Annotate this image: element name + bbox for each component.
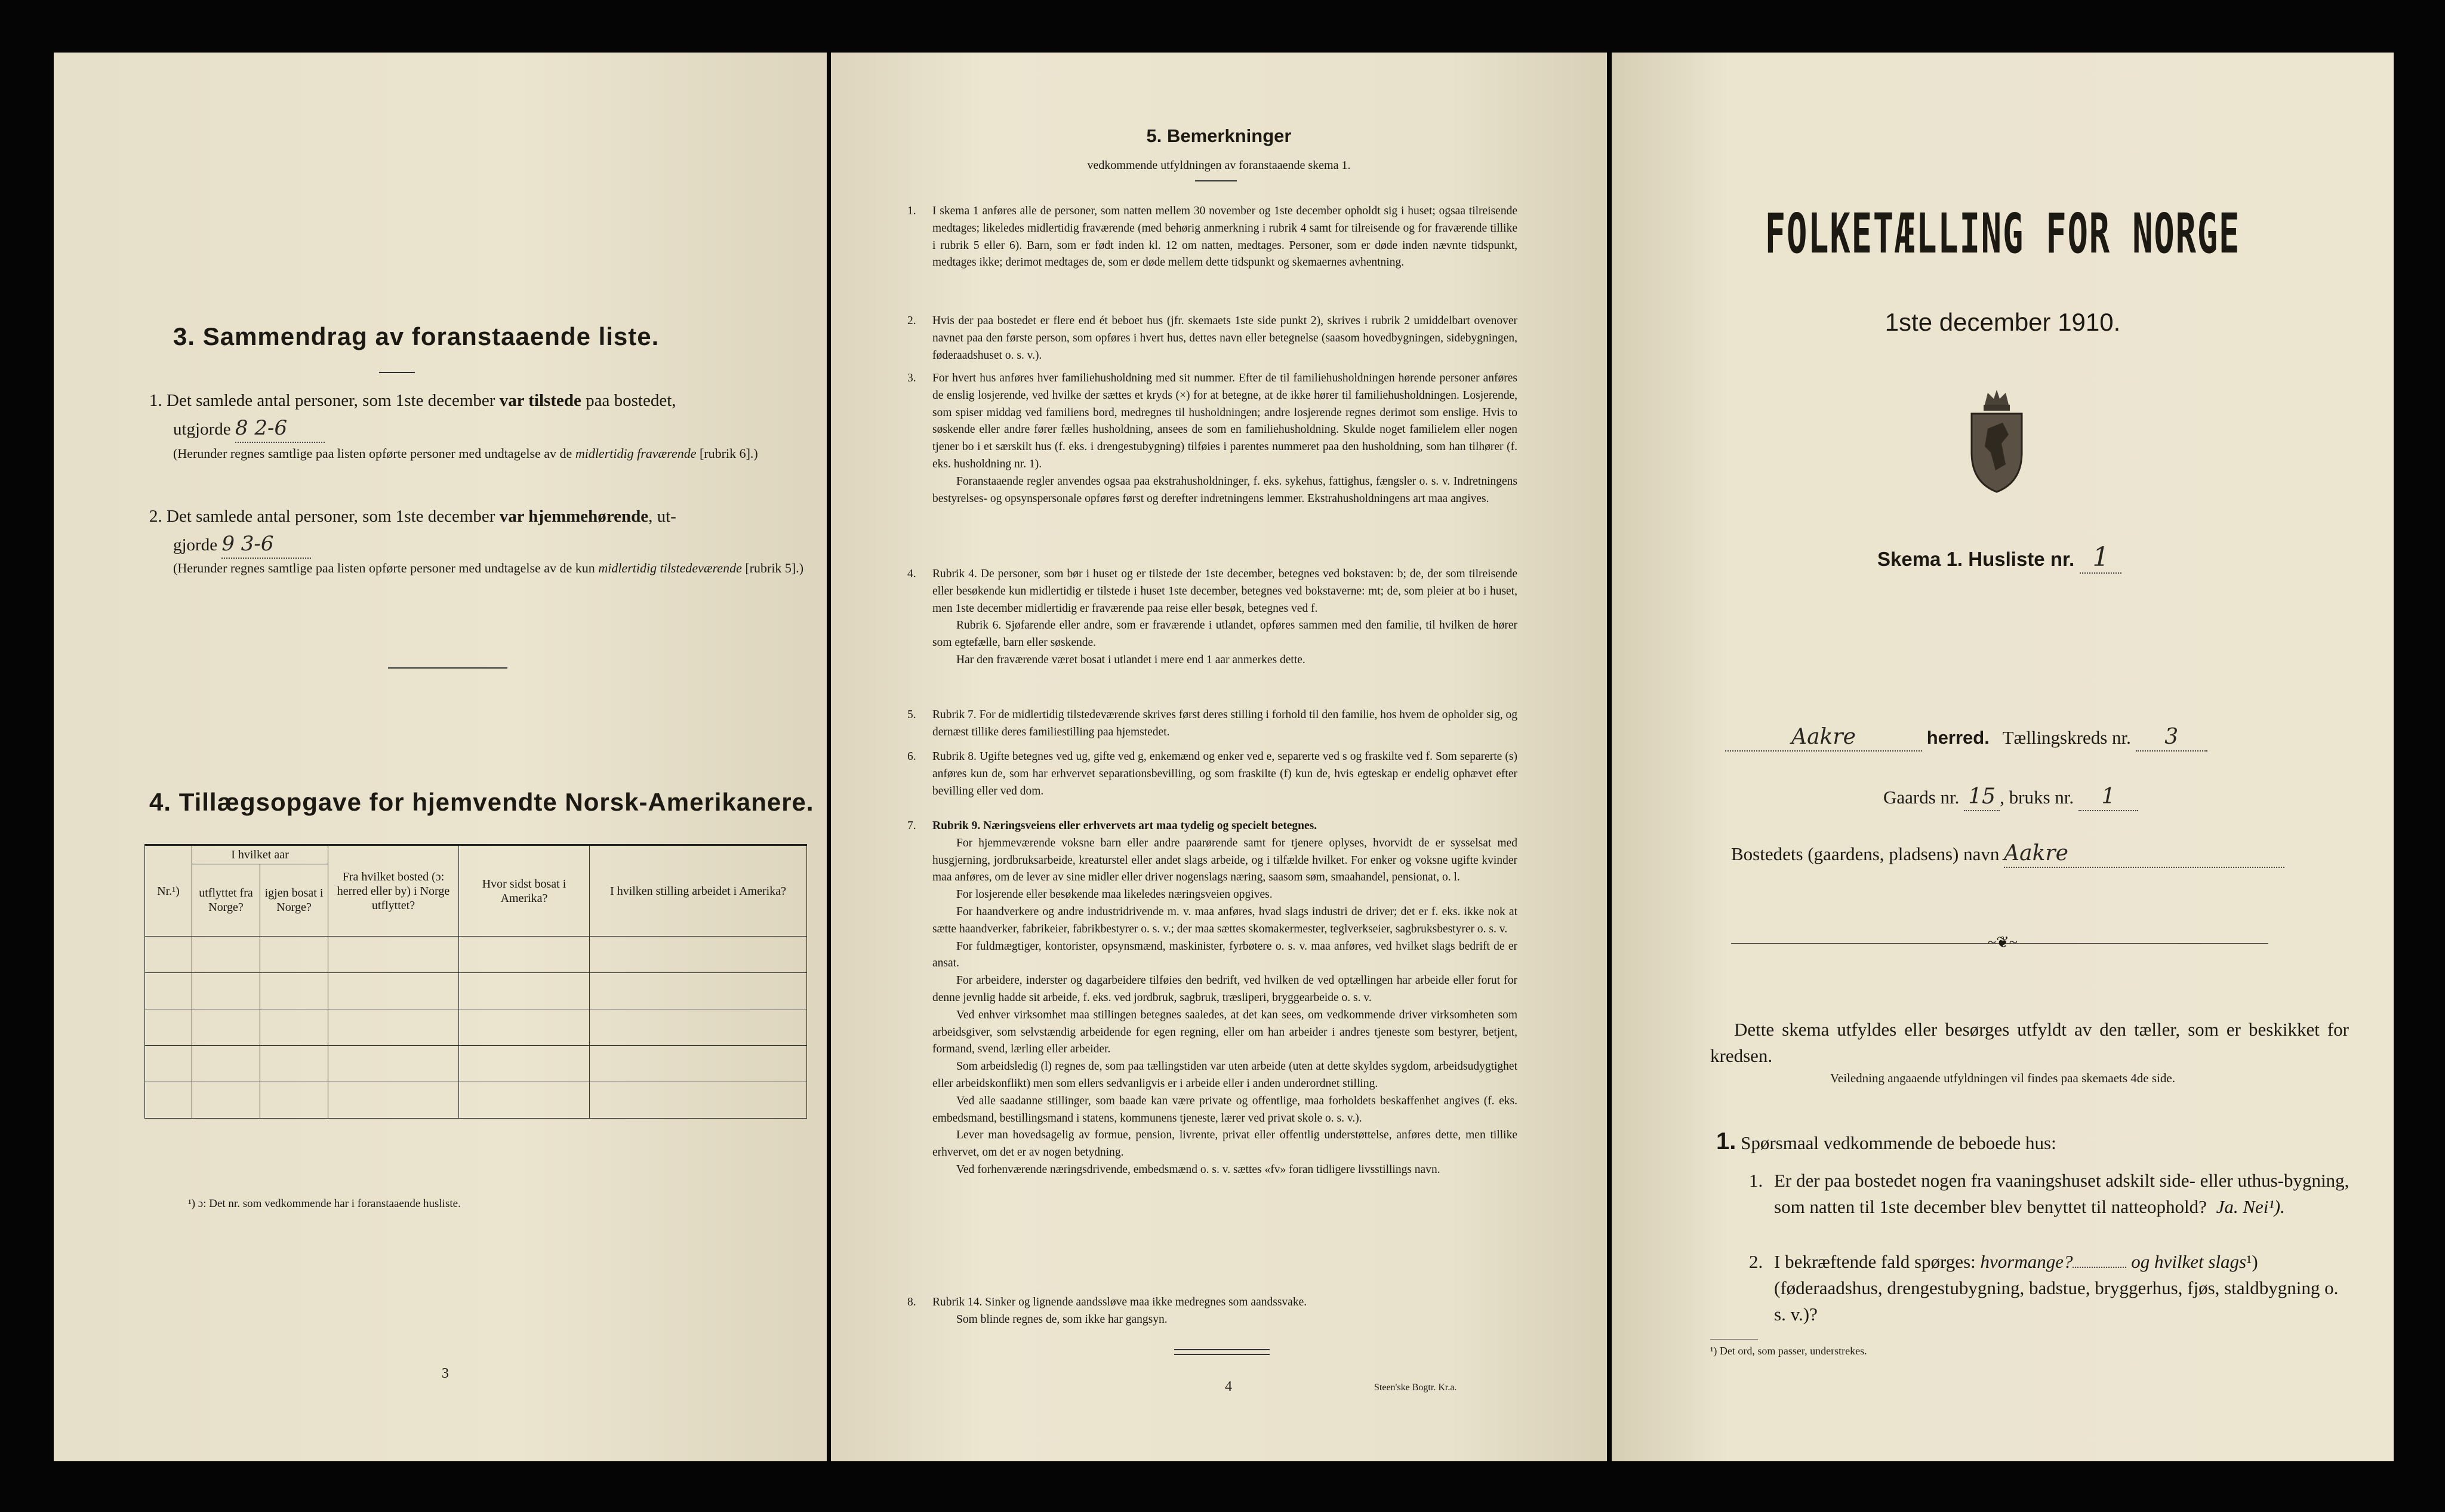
gaards-line: Gaards nr. 15 , bruks nr. 1 — [1883, 784, 2138, 811]
section4-title: 4. Tillægsopgave for hjemvendte Norsk-Amerikanere. — [149, 788, 814, 816]
bruks-value: 1 — [2078, 784, 2138, 811]
cover-footnote: ¹) Det ord, som passer, understrekes. — [1710, 1345, 1867, 1357]
page-number: 3 — [442, 1366, 449, 1381]
page-middle — [831, 53, 1607, 1461]
skema-line: Skema 1. Husliste nr. 1 — [1877, 542, 2121, 574]
col-from: Fra hvilket bosted (ɔ: herred eller by) i Norge utflyttet? — [328, 845, 459, 937]
ornament-icon: ~❦~ — [1988, 934, 2018, 951]
table-row — [145, 973, 807, 1009]
cover-date: 1ste december 1910. — [1884, 308, 2121, 336]
bosted-line: Bostedets (gaardens, pladsens) navn Aakre — [1731, 840, 2358, 868]
gaards-value: 15 — [1964, 784, 2000, 811]
printer-mark: Steen'ske Bogtr. Kr.a. — [1374, 1382, 1457, 1393]
herred-line: Aakre herred. Tællingskreds nr. 3 — [1725, 724, 2358, 752]
remark-5: 5. Rubrik 7. For de midlertidig tilstedeværende skrives først deres stilling i forhold til den familie, hos hvem de opholder sig, og dernæst tillike deres familiestilling paa hjemstedet. — [907, 709, 1517, 738]
section3-title: 3. Sammendrag av foranstaaende liste. — [173, 322, 660, 350]
remark-3: 3. For hvert hus anføres hver familiehusholdning med sit nummer. Efter de til familiehusholdningen hørende personer anføres de enslig losjerende, ved hvilke der sættes et kryds (×) for at betegne, at de ikke hører til familiehusholdningen. Losjerende, som spiser middag ved familiens bord, medregnes til husholdningen; andre losjerende regnes derimot som enslige. Hvis to søskende eller andre fører fælles husholdning, ansees de som en familiehusholdning. Skulde noget familielem eller nogen tjener bo i et særskilt hus (f. eks. i drengestubygning) tilføies i parentes nummeret paa den husholdning, som han tilhører (f. eks. husholdning nr. 1). Foranstaaende regler anvendes ogsaa paa ekstrahusholdninger, f. eks. sykehus, fattighus, fængsler o. s. v. Indretningens bestyrelses- og opsynspersonale opføres først og derefter indretningens lemmer. Ekstrahusholdningens art maa angives. — [907, 372, 1517, 505]
norsk-amerikaner-table — [144, 844, 807, 1119]
remark-1: 1. I skema 1 anføres alle de personer, som natten mellem 30 november og 1ste december opholdt sig i huset; ogsaa tilreisende medtages; likeledes midlertidig fraværende (med behørig anmerkning i rubrik 4 samt for tilreisende og for fraværende tillike i rubrik 5 eller 6). Barn, som er født inden kl. 12 om natten, medtages. Personer, som er døde inden nævnte tidspunkt, medtages ikke; derimot medtages de, som er døde mellem dette tidspunkt og skemaernes avhentning. — [907, 205, 1517, 269]
remarks-title: 5. Bemerkninger — [1146, 125, 1292, 146]
house-question-1: 1. Er der paa bostedet nogen fra vaaningshuset adskilt side- eller uthus-bygning, som natten til 1ste december blev benyttet til natteophold? Ja. Nei¹). — [1749, 1170, 2349, 1217]
questions-heading: 1. Spørsmaal vedkommende de beboede hus: — [1716, 1128, 2056, 1154]
remarks-subtitle: vedkommende utfyldningen av foranstaaende skema 1. — [1087, 159, 1351, 172]
page-cover — [1612, 53, 2394, 1461]
intro-text: Dette skema utfyldes eller besørges utfyldt av den tæller, som er beskikket for kredsen. — [1710, 1019, 2349, 1066]
remark-2: 2. Hvis der paa bostedet er flere end ét beboet hus (jfr. skemaets 1ste side punkt 2), skrives i rubrik 2 umiddelbart ovenover navnet paa den første person, som opføres i hvert hus, dettes navn eller betegnelse (saasom hovedbygningen, sidebygningen, føderaadshuset o. s. v.). — [907, 315, 1517, 362]
col-last: Hvor sidst bosat i Amerika? — [459, 845, 590, 937]
table-row — [145, 1009, 807, 1046]
col-nr: Nr.¹) — [145, 845, 192, 937]
question-1: 1. Det samlede antal personer, som 1ste december var tilstede paa bostedet, utgjorde 8 2-6 — [149, 387, 812, 443]
question-2: 2. Det samlede antal personer, som 1ste december var hjemmehørende, ut- gjorde 9 3-6 — [149, 503, 812, 559]
divider — [1174, 1349, 1270, 1350]
veiledning-text: Veiledning angaaende utfyldningen vil findes paa skemaets 4de side. — [1830, 1071, 2175, 1085]
remark-6: 6. Rubrik 8. Ugifte betegnes ved ug, gifte ved g, enkemænd og enker ved e, separerte ved s og fraskilte ved f. Som separerte (s) anføres kun de, som har erhvervet separationsbevilling, og som fraskilte (f) kun de, hvis egteskap er endelig ophævet efter bevilling eller ved dom. — [907, 750, 1517, 797]
table-row — [145, 937, 807, 973]
divider — [388, 667, 507, 669]
kreds-value: 3 — [2136, 724, 2207, 752]
table-row — [145, 1082, 807, 1119]
col-job: I hvilken stilling arbeidet i Amerika? — [590, 845, 807, 937]
herred-value: Aakre — [1725, 724, 1922, 752]
handwritten-count: 8 2-6 — [235, 414, 325, 443]
page-number: 4 — [1225, 1379, 1232, 1394]
col-left: utflyttet fra Norge? — [192, 864, 260, 937]
question-1-note: (Herunder regnes samtlige paa listen opførte personer med undtagelse av de midlertidig fraværende [rubrik 6].) — [173, 446, 758, 461]
bosted-value: Aakre — [2004, 840, 2284, 868]
col-back: igjen bosat i Norge? — [260, 864, 328, 937]
cover-title: FOLKETÆLLING FOR NORGE — [1765, 202, 2241, 266]
handwritten-count: 9 3-6 — [221, 530, 311, 559]
house-question-2: 2. I bekræftende fald spørges: hvormange? og hvilket slags¹) (føderaadshus, drengestubygning, badstue, bryggerhus, fjøs, staldbygning o. s. v.)? — [1749, 1251, 2339, 1325]
remark-4: 4. Rubrik 4. De personer, som bør i huset og er tilstede der 1ste december, betegnes ved bokstaven: b; de, der som tilreisende eller besøkende kun midlertidig er tilstede i huset 1ste december, betegnes ved bokstaverne: mt; de, som pleier at bo i huset, men 1ste december midlertidig er fraværende paa reise eller besøk, betegnes ved f. Rubrik 6. Sjøfarende eller andre, som er fraværende i utlandet, opføres sammen med den familie, til hvilken de hører som egtefælle, barn eller søskende. Har den fraværende været bosat i utlandet i mere end 1 aar anmerkes dette. — [907, 568, 1517, 666]
husliste-number: 1 — [2080, 542, 2121, 574]
coat-of-arms-icon — [1961, 387, 2033, 494]
col-group-year: I hvilket aar — [192, 845, 328, 864]
divider — [1174, 1354, 1270, 1355]
divider — [379, 372, 415, 373]
page-left — [54, 53, 827, 1461]
table-row — [145, 1046, 807, 1082]
question-2-note: (Herunder regnes samtlige paa listen opførte personer med undtagelse av de kun midlertidig tilstedeværende [rubrik 5].) — [173, 561, 804, 575]
table-footnote: ¹) ɔ: Det nr. som vedkommende har i foranstaaende husliste. — [188, 1197, 461, 1210]
divider — [1195, 180, 1237, 181]
remark-8: 8. Rubrik 14. Sinker og lignende aandssløve maa ikke medregnes som aandssvake. Som blinde regnes de, som ikke har gangsyn. — [907, 1296, 1307, 1326]
remark-7: 7. Rubrik 9. Næringsveiens eller erhvervets art maa tydelig og specielt betegnes. For hjemmeværende voksne barn eller andre paarørende samt for tjenere oplyses, hvorvidt de er sysselsat med husgjerning, jordbruksarbeide, kreaturstel eller andet slags arbeide, og i tilfælde hvilket. For enker og voksne ugifte kvinder maa anføres, om de lever av sine midler eller driver nogenslags næring, saasom søm, smaahandel, pensionat, o. l. For losjerende eller besøkende maa likeledes næringsveien opgives. For haandverkere og andre industridrivende m. v. maa anføres, hvad slags industri de driver; det er f. eks. ikke nok at sætte haandverker, fabrikeier, fabrikbestyrer o. s. v.; der maa sættes skomakermester, teglverkseier, sagbruksbestyrer o. s. v. For fuldmægtiger, kontorister, opsynsmænd, maskinister, fyrbøtere o. s. v. maa anføres, ved hvilket slags bedrift de er ansat. For arbeidere, inderster og dagarbeidere tilføies den bedrift, ved hvilken de ved optællingen har arbeide eller forut for denne jevnlig hadde sit arbeide, f. eks. ved jordbruk, sagbruk, træsliperi, bryggearbeide o. s. v. Ved enhver virksomhet maa stillingen betegnes saaledes, at det kan sees, om vedkommende driver virksomheten som arbeidsgiver, som selvstændig arbeidende for egen regning, eller om han arbeider i andres tjeneste som bestyrer, betjent, formand, svend, lærling eller arbeider. Som arbeidsledig (l) regnes de, som paa tællingstiden var uten arbeide (uten at dette skyldes sygdom, arbeidsudygtighet eller arbeidskonflikt) men som ellers sedvanligvis er i arbeide eller i anden underordnet stilling. Ved alle saadanne stillinger, som baade kan være private og offentlige, maa forholdets beskaffenhet angives (f. eks. embedsmand, bestillingsmand i statens, kommunens tjeneste, lærer ved privat skole o. s. v.). Lever man hovedsagelig av formue, pension, livrente, privat eller offentlig understøttelse, anføres dette, men tillike erhvervet, om det er av nogen betydning. Ved forhenværende næringsdrivende, embedsmænd o. s. v. sættes «fv» foran tidligere livsstillings navn. — [907, 820, 1517, 1176]
